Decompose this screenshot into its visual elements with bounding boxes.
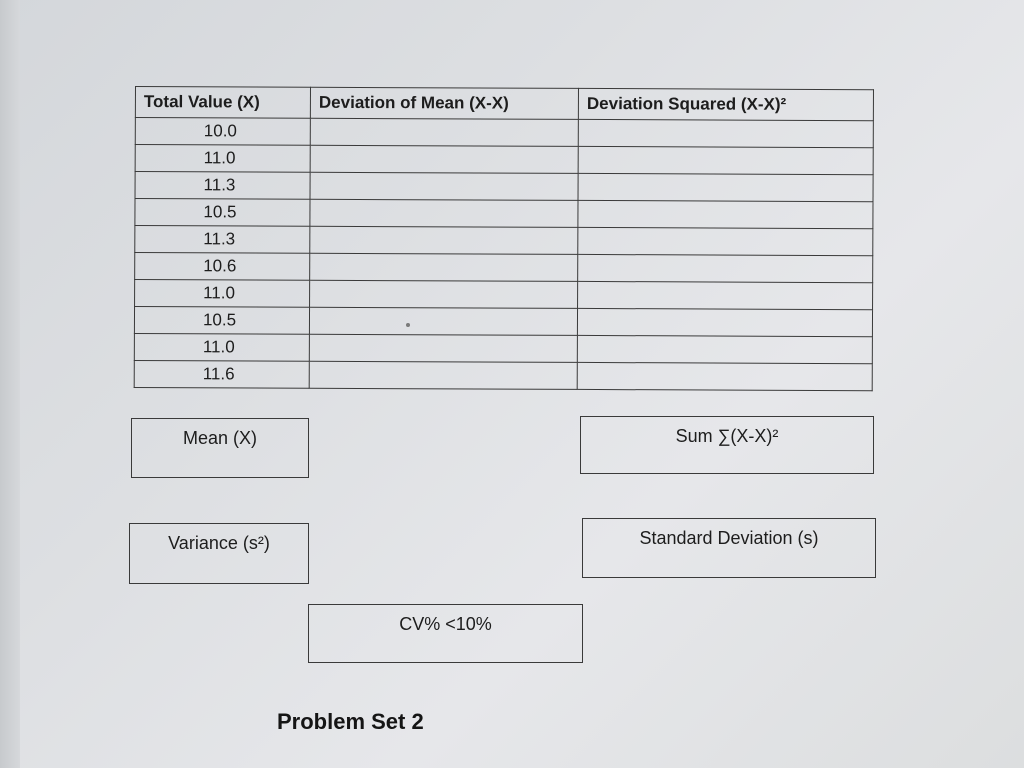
table-row bbox=[134, 360, 872, 390]
total-value-cell: 11.0 bbox=[135, 145, 310, 173]
header-deviation-squared: Deviation Squared (X-X)² bbox=[578, 88, 873, 120]
cv-label: CV% <10% bbox=[399, 614, 492, 634]
deviation-squared-cell[interactable] bbox=[578, 146, 873, 174]
table-row bbox=[135, 226, 873, 256]
total-value-cell: 11.6 bbox=[134, 360, 309, 388]
background-surface bbox=[0, 0, 20, 768]
mean-label: Mean (X) bbox=[182, 428, 258, 448]
total-value-cell: 10.5 bbox=[134, 307, 309, 335]
sum-label: Sum ∑(X-X)² bbox=[675, 426, 779, 446]
table-row bbox=[135, 118, 873, 148]
page-title: Problem Set 2 bbox=[277, 709, 424, 734]
header-total-value: Total Value (X) bbox=[135, 87, 310, 119]
deviation-of-mean-cell[interactable] bbox=[309, 361, 577, 389]
table-row bbox=[134, 307, 872, 337]
deviation-squared-cell[interactable] bbox=[578, 200, 873, 228]
total-value-cell: 10.0 bbox=[135, 118, 310, 146]
deviation-of-mean-cell[interactable] bbox=[310, 226, 578, 254]
deviation-of-mean-cell[interactable] bbox=[310, 118, 578, 146]
data-table bbox=[134, 86, 874, 391]
deviation-of-mean-cell[interactable] bbox=[309, 307, 577, 335]
total-value-cell: 10.6 bbox=[135, 253, 310, 281]
table-row bbox=[135, 199, 873, 229]
table-header-row bbox=[135, 87, 873, 121]
deviation-of-mean-cell[interactable] bbox=[310, 253, 578, 281]
variance-label: Variance (s²) bbox=[168, 533, 270, 553]
paper-speck bbox=[406, 323, 410, 327]
deviation-squared-cell[interactable] bbox=[577, 362, 872, 390]
table-row bbox=[135, 253, 873, 283]
deviation-of-mean-cell[interactable] bbox=[309, 334, 577, 362]
deviation-squared-cell[interactable] bbox=[577, 335, 872, 363]
deviation-squared-cell[interactable] bbox=[578, 281, 873, 309]
deviation-squared-cell[interactable] bbox=[578, 254, 873, 282]
deviation-squared-cell[interactable] bbox=[578, 119, 873, 147]
standard-deviation-box[interactable] bbox=[582, 518, 876, 578]
deviation-of-mean-cell[interactable] bbox=[310, 172, 578, 200]
total-value-cell: 10.5 bbox=[135, 199, 310, 227]
table-row bbox=[135, 145, 873, 175]
header-deviation-of-mean: Deviation of Mean (X-X) bbox=[310, 87, 578, 119]
table-row bbox=[135, 172, 873, 202]
sum-box[interactable] bbox=[580, 416, 874, 474]
table-row bbox=[135, 280, 873, 310]
deviation-squared-cell[interactable] bbox=[578, 227, 873, 255]
total-value-cell: 11.3 bbox=[135, 172, 310, 200]
deviation-of-mean-cell[interactable] bbox=[310, 199, 578, 227]
mean-box[interactable] bbox=[131, 418, 309, 478]
table-row bbox=[134, 333, 872, 363]
standard-deviation-label: Standard Deviation (s) bbox=[639, 528, 819, 548]
variance-box[interactable] bbox=[129, 523, 309, 584]
cv-box[interactable] bbox=[308, 604, 583, 663]
deviation-of-mean-cell[interactable] bbox=[310, 145, 578, 173]
deviation-of-mean-cell[interactable] bbox=[310, 280, 578, 308]
total-value-cell: 11.0 bbox=[134, 333, 309, 361]
total-value-cell: 11.3 bbox=[135, 226, 310, 254]
deviation-squared-cell[interactable] bbox=[577, 308, 872, 336]
total-value-cell: 11.0 bbox=[135, 280, 310, 308]
deviation-squared-cell[interactable] bbox=[578, 173, 873, 201]
